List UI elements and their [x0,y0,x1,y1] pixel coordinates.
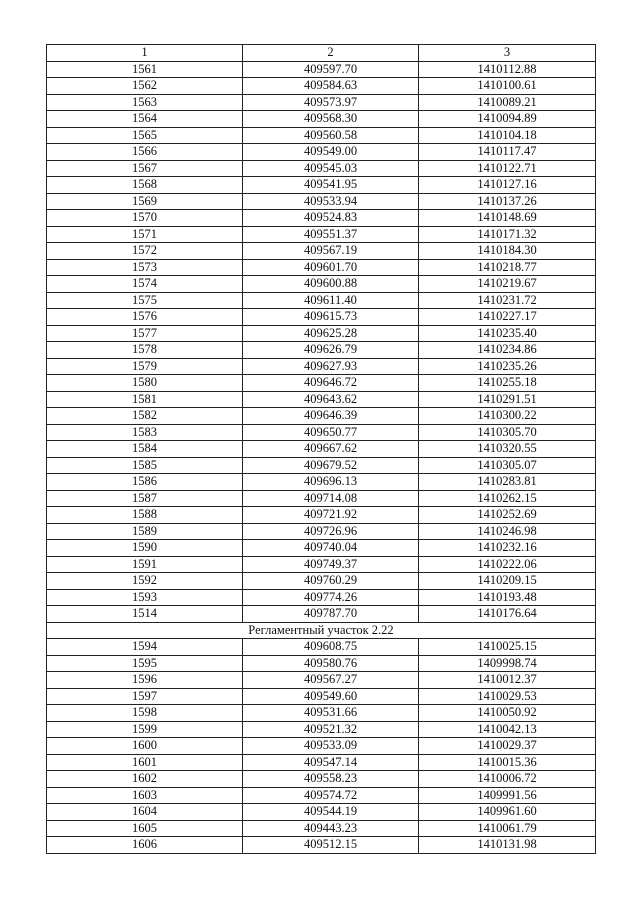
table-row [47,490,596,507]
table-row [47,210,596,227]
point-number-cell: 1574 [47,276,243,293]
table-row [47,193,596,210]
x-coordinate-cell: 409646.39 [243,408,419,425]
point-number-cell: 1605 [47,820,243,837]
y-coordinate-cell: 1410234.86 [419,342,596,359]
table-row [47,358,596,375]
table-row [47,160,596,177]
x-coordinate-cell: 409524.83 [243,210,419,227]
table-row [47,474,596,491]
table-row [47,61,596,78]
table-row [47,523,596,540]
x-coordinate-cell: 409544.19 [243,804,419,821]
x-coordinate-cell: 409600.88 [243,276,419,293]
y-coordinate-cell: 1410231.72 [419,292,596,309]
point-number-cell: 1564 [47,111,243,128]
point-number-cell: 1567 [47,160,243,177]
table-row [47,391,596,408]
y-coordinate-cell: 1409991.56 [419,787,596,804]
point-number-cell: 1590 [47,540,243,557]
x-coordinate-cell: 409667.62 [243,441,419,458]
x-coordinate-cell: 409679.52 [243,457,419,474]
point-number-cell: 1588 [47,507,243,524]
x-coordinate-cell: 409549.60 [243,688,419,705]
x-coordinate-cell: 409545.03 [243,160,419,177]
y-coordinate-cell: 1410061.79 [419,820,596,837]
x-coordinate-cell: 409547.14 [243,754,419,771]
y-coordinate-cell: 1410227.17 [419,309,596,326]
x-coordinate-cell: 409611.40 [243,292,419,309]
point-number-cell: 1572 [47,243,243,260]
point-number-cell: 1600 [47,738,243,755]
x-coordinate-cell: 409574.72 [243,787,419,804]
table-row [47,177,596,194]
table-row [47,589,596,606]
x-coordinate-cell: 409650.77 [243,424,419,441]
y-coordinate-cell: 1410050.92 [419,705,596,722]
y-coordinate-cell: 1410209.15 [419,573,596,590]
table-row [47,342,596,359]
y-coordinate-cell: 1410012.37 [419,672,596,689]
y-coordinate-cell: 1410262.15 [419,490,596,507]
table-row [47,754,596,771]
point-number-cell: 1592 [47,573,243,590]
point-number-cell: 1606 [47,837,243,854]
x-coordinate-cell: 409533.94 [243,193,419,210]
x-coordinate-cell: 409608.75 [243,639,419,656]
table-row [47,738,596,755]
header-row [47,45,596,62]
table-row [47,540,596,557]
y-coordinate-cell: 1410235.40 [419,325,596,342]
table-row [47,639,596,656]
x-coordinate-cell: 409597.70 [243,61,419,78]
table-row [47,78,596,95]
point-number-cell: 1568 [47,177,243,194]
y-coordinate-cell: 1410100.61 [419,78,596,95]
point-number-cell: 1578 [47,342,243,359]
coordinates-table-body [47,45,596,854]
point-number-cell: 1563 [47,94,243,111]
y-coordinate-cell: 1409998.74 [419,655,596,672]
point-number-cell: 1597 [47,688,243,705]
table-row [47,375,596,392]
x-coordinate-cell: 409714.08 [243,490,419,507]
point-number-cell: 1586 [47,474,243,491]
point-number-cell: 1585 [47,457,243,474]
x-coordinate-cell: 409551.37 [243,226,419,243]
x-coordinate-cell: 409521.32 [243,721,419,738]
x-coordinate-cell: 409573.97 [243,94,419,111]
y-coordinate-cell: 1410305.07 [419,457,596,474]
x-coordinate-cell: 409721.92 [243,507,419,524]
table-row [47,820,596,837]
table-row [47,94,596,111]
y-coordinate-cell: 1410112.88 [419,61,596,78]
x-coordinate-cell: 409533.09 [243,738,419,755]
x-coordinate-cell: 409774.26 [243,589,419,606]
table-row [47,507,596,524]
table-row [47,226,596,243]
x-coordinate-cell: 409549.00 [243,144,419,161]
point-number-cell: 1582 [47,408,243,425]
point-number-cell: 1569 [47,193,243,210]
table-row [47,688,596,705]
y-coordinate-cell: 1410252.69 [419,507,596,524]
x-coordinate-cell: 409760.29 [243,573,419,590]
table-row [47,309,596,326]
y-coordinate-cell: 1410218.77 [419,259,596,276]
point-number-cell: 1591 [47,556,243,573]
section-title: Регламентный участок 2.22 [47,622,596,639]
point-number-cell: 1561 [47,61,243,78]
point-number-cell: 1583 [47,424,243,441]
column-header-x: 2 [243,45,419,62]
x-coordinate-cell: 409626.79 [243,342,419,359]
y-coordinate-cell: 1410255.18 [419,375,596,392]
x-coordinate-cell: 409615.73 [243,309,419,326]
column-header-point: 1 [47,45,243,62]
x-coordinate-cell: 409568.30 [243,111,419,128]
point-number-cell: 1599 [47,721,243,738]
coordinates-table [46,44,596,854]
table-row [47,144,596,161]
table-row [47,804,596,821]
y-coordinate-cell: 1410193.48 [419,589,596,606]
column-header-y: 3 [419,45,596,62]
y-coordinate-cell: 1410235.26 [419,358,596,375]
table-row [47,556,596,573]
y-coordinate-cell: 1410131.98 [419,837,596,854]
point-number-cell: 1514 [47,606,243,623]
table-row [47,292,596,309]
table-row [47,606,596,623]
point-number-cell: 1603 [47,787,243,804]
table-row [47,408,596,425]
point-number-cell: 1577 [47,325,243,342]
point-number-cell: 1576 [47,309,243,326]
table-row [47,424,596,441]
table-row [47,837,596,854]
y-coordinate-cell: 1410300.22 [419,408,596,425]
y-coordinate-cell: 1410137.26 [419,193,596,210]
x-coordinate-cell: 409749.37 [243,556,419,573]
y-coordinate-cell: 1410104.18 [419,127,596,144]
x-coordinate-cell: 409643.62 [243,391,419,408]
y-coordinate-cell: 1410122.71 [419,160,596,177]
point-number-cell: 1601 [47,754,243,771]
x-coordinate-cell: 409560.58 [243,127,419,144]
point-number-cell: 1565 [47,127,243,144]
point-number-cell: 1579 [47,358,243,375]
y-coordinate-cell: 1410025.15 [419,639,596,656]
x-coordinate-cell: 409567.19 [243,243,419,260]
table-row [47,573,596,590]
y-coordinate-cell: 1410291.51 [419,391,596,408]
y-coordinate-cell: 1410283.81 [419,474,596,491]
table-row [47,441,596,458]
x-coordinate-cell: 409726.96 [243,523,419,540]
table-row [47,276,596,293]
point-number-cell: 1570 [47,210,243,227]
y-coordinate-cell: 1410042.13 [419,721,596,738]
y-coordinate-cell: 1410219.67 [419,276,596,293]
table-row [47,705,596,722]
y-coordinate-cell: 1410089.21 [419,94,596,111]
table-row [47,655,596,672]
x-coordinate-cell: 409558.23 [243,771,419,788]
point-number-cell: 1587 [47,490,243,507]
point-number-cell: 1598 [47,705,243,722]
y-coordinate-cell: 1410320.55 [419,441,596,458]
y-coordinate-cell: 1410176.64 [419,606,596,623]
x-coordinate-cell: 409740.04 [243,540,419,557]
x-coordinate-cell: 409787.70 [243,606,419,623]
y-coordinate-cell: 1410015.36 [419,754,596,771]
y-coordinate-cell: 1410246.98 [419,523,596,540]
x-coordinate-cell: 409601.70 [243,259,419,276]
table-row [47,787,596,804]
point-number-cell: 1596 [47,672,243,689]
point-number-cell: 1589 [47,523,243,540]
x-coordinate-cell: 409584.63 [243,78,419,95]
point-number-cell: 1571 [47,226,243,243]
x-coordinate-cell: 409512.15 [243,837,419,854]
point-number-cell: 1562 [47,78,243,95]
y-coordinate-cell: 1410094.89 [419,111,596,128]
y-coordinate-cell: 1410222.06 [419,556,596,573]
point-number-cell: 1593 [47,589,243,606]
section-title-row [47,622,596,639]
x-coordinate-cell: 409696.13 [243,474,419,491]
y-coordinate-cell: 1410127.16 [419,177,596,194]
y-coordinate-cell: 1410029.37 [419,738,596,755]
y-coordinate-cell: 1410148.69 [419,210,596,227]
point-number-cell: 1581 [47,391,243,408]
y-coordinate-cell: 1410117.47 [419,144,596,161]
point-number-cell: 1566 [47,144,243,161]
x-coordinate-cell: 409627.93 [243,358,419,375]
table-row [47,672,596,689]
x-coordinate-cell: 409443.23 [243,820,419,837]
table-row [47,721,596,738]
y-coordinate-cell: 1410305.70 [419,424,596,441]
table-row [47,243,596,260]
point-number-cell: 1580 [47,375,243,392]
x-coordinate-cell: 409567.27 [243,672,419,689]
point-number-cell: 1575 [47,292,243,309]
y-coordinate-cell: 1409961.60 [419,804,596,821]
table-row [47,325,596,342]
x-coordinate-cell: 409580.76 [243,655,419,672]
y-coordinate-cell: 1410184.30 [419,243,596,260]
table-row [47,259,596,276]
x-coordinate-cell: 409541.95 [243,177,419,194]
x-coordinate-cell: 409531.66 [243,705,419,722]
table-row [47,457,596,474]
table-row [47,111,596,128]
x-coordinate-cell: 409625.28 [243,325,419,342]
x-coordinate-cell: 409646.72 [243,375,419,392]
point-number-cell: 1595 [47,655,243,672]
table-row [47,771,596,788]
y-coordinate-cell: 1410029.53 [419,688,596,705]
point-number-cell: 1594 [47,639,243,656]
point-number-cell: 1573 [47,259,243,276]
point-number-cell: 1604 [47,804,243,821]
y-coordinate-cell: 1410171.32 [419,226,596,243]
point-number-cell: 1584 [47,441,243,458]
y-coordinate-cell: 1410232.16 [419,540,596,557]
y-coordinate-cell: 1410006.72 [419,771,596,788]
table-row [47,127,596,144]
point-number-cell: 1602 [47,771,243,788]
